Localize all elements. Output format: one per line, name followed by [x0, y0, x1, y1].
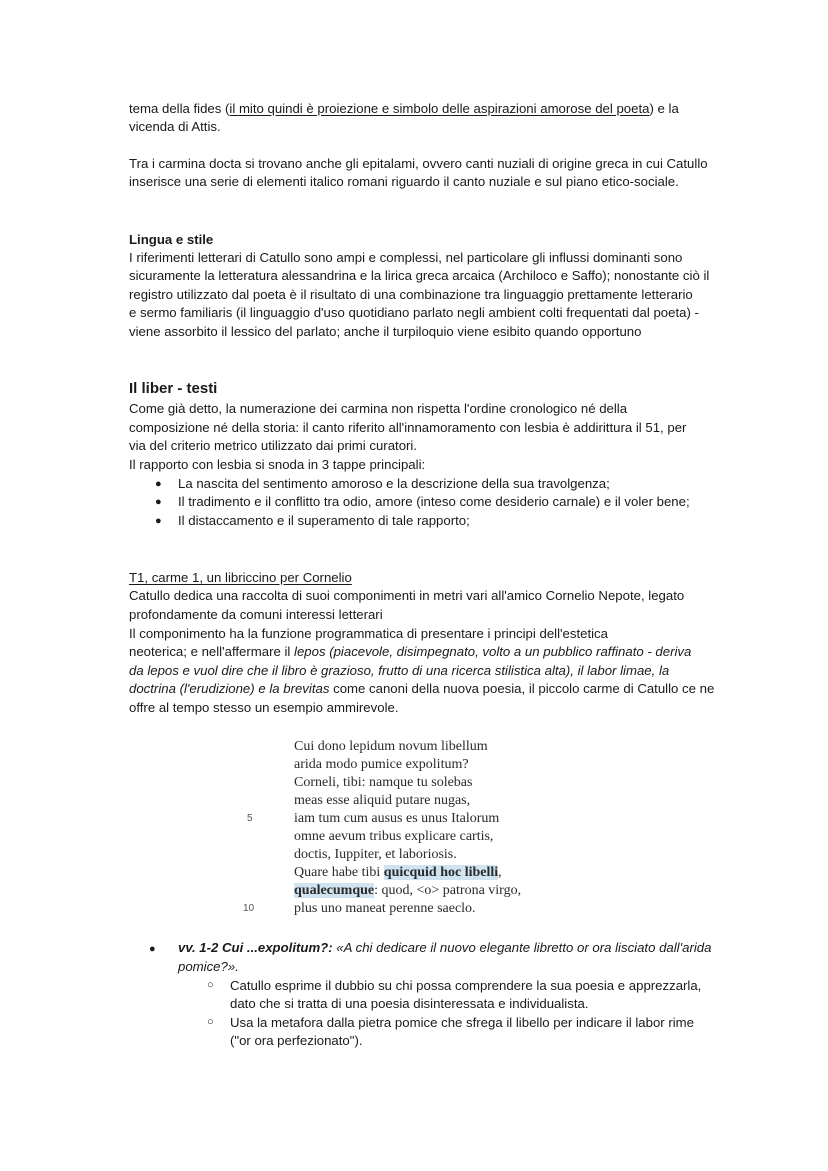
- section-heading: Lingua e stile: [129, 232, 214, 247]
- highlighted-text: quicquid hoc libelli: [383, 865, 499, 880]
- subsection-title: T1, carme 1, un libriccino per Cornelio: [129, 570, 352, 585]
- text-line: Usa la metafora dalla pietra pomice che sfrega il libello per indicare il labor rime: [230, 1015, 694, 1030]
- text-line: vicenda di Attis.: [129, 119, 221, 134]
- highlighted-text: qualecumque: [294, 883, 375, 898]
- text-line: dato che si tratta di una poesia disinteressata e individualista.: [230, 996, 589, 1011]
- text-line: e sermo familiaris (il linguaggio d'uso quotidiano parlato negli ambient colti frequentati dal poeta) -: [129, 305, 699, 320]
- italic-text: lepos (piacevole, disimpegnato, volto a un pubblico raffinato - deriva: [294, 644, 692, 659]
- text-line: pomice?».: [178, 959, 239, 974]
- italic-text: «A chi dedicare il nuovo elegante libretto or ora lisciato dall'arida: [336, 940, 712, 955]
- text-line: composizione né della storia: il canto riferito all'innamoramento con lesbia è addirittura il 51, per: [129, 420, 687, 435]
- poem-line: iam tum cum ausus es unus Italorum: [294, 811, 500, 826]
- bullet-icon: ●: [149, 943, 156, 955]
- text-line: da lepos e vuol dire che il libro è grazioso, frutto di una ricerca stilistica alta), il labor limae, la: [129, 663, 670, 678]
- bullet-icon: ●: [155, 515, 162, 527]
- section-heading: Il liber - testi: [129, 380, 218, 397]
- text-line: inserisce una serie di elementi italico romani riguardo il canto nuziale e sul piano etico-sociale.: [129, 174, 679, 189]
- text-line: via del criterio metrico utilizzato dai primi curatori.: [129, 438, 418, 453]
- bullet-icon: ●: [155, 478, 162, 490]
- text-span: tema della fides (: [129, 101, 230, 116]
- text-span: come canoni della nuova poesia, il piccolo carme di Catullo ce ne: [329, 681, 715, 696]
- poem-line: omne aevum tribus explicare cartis,: [294, 829, 494, 844]
- text-line: viene assorbito il lessico del parlato; anche il turpiloquio viene esibito quando opportuno: [129, 324, 642, 339]
- text-span: : quod, <o> patrona virgo,: [374, 883, 522, 898]
- text-line: offre al tempo stesso un esempio ammirevole.: [129, 700, 399, 715]
- text-line: [129, 680, 714, 698]
- verse-number: 10: [243, 903, 255, 914]
- text-line: ("or ora perfezionato").: [230, 1033, 363, 1048]
- text-span: Quare habe tibi: [294, 865, 384, 880]
- text-line: sicuramente la letteratura alessandrina e la lirica greca arcaica (Archiloco e Saffo); nonostante ciò il: [129, 268, 710, 283]
- list-item: Il tradimento e il conflitto tra odio, amore (inteso come desiderio carnale) e il voler bene;: [178, 494, 690, 509]
- underlined-text: il mito quindi è proiezione e simbolo delle aspirazioni amorose del poeta: [229, 101, 650, 116]
- text-line: profondamente da comuni interessi letterari: [129, 607, 383, 622]
- text-line: Catullo esprime il dubbio su chi possa comprendere la sua poesia e apprezzarla,: [230, 978, 702, 993]
- text-line: Il rapporto con lesbia si snoda in 3 tappe principali:: [129, 457, 426, 472]
- text-line: Il componimento ha la funzione programmatica di presentare i principi dell'estetica: [129, 626, 608, 641]
- text-line: [178, 939, 711, 957]
- poem-line: meas esse aliquid putare nugas,: [294, 793, 471, 808]
- poem-line: plus uno maneat perenne saeclo.: [294, 901, 476, 916]
- italic-text: doctrina (l'erudizione) e la brevitas: [129, 681, 330, 696]
- text-line: [129, 643, 691, 661]
- text-line: [129, 100, 679, 118]
- text-line: Come già detto, la numerazione dei carmina non rispetta l'ordine cronologico né della: [129, 401, 628, 416]
- circle-bullet-icon: ○: [207, 979, 214, 991]
- bullet-icon: ●: [155, 496, 162, 508]
- text-span: ,: [498, 865, 502, 880]
- poem-line: [294, 882, 521, 900]
- bold-text: vv. 1-2 Cui ...expolitum?:: [178, 940, 337, 955]
- list-item: Il distaccamento e il superamento di tale rapporto;: [178, 513, 470, 528]
- poem-line: Corneli, tibi: namque tu solebas: [294, 775, 473, 790]
- poem-line: doctis, Iuppiter, et laboriosis.: [294, 847, 457, 862]
- circle-bullet-icon: ○: [207, 1016, 214, 1028]
- text-line: Catullo dedica una raccolta di suoi componimenti in metri vari all'amico Cornelio Nepote, legato: [129, 588, 685, 603]
- text-span: ) e la: [649, 101, 679, 116]
- poem-line: [294, 864, 502, 882]
- text-line: Tra i carmina docta si trovano anche gli epitalami, ovvero canti nuziali di origine greca in cui Catullo: [129, 156, 708, 171]
- poem-line: Cui dono lepidum novum libellum: [294, 739, 488, 754]
- poem-line: arida modo pumice expolitum?: [294, 757, 469, 772]
- text-line: registro utilizzato dal poeta è il risultato di una combinazione tra linguaggio prettamente letterario: [129, 287, 693, 302]
- list-item: La nascita del sentimento amoroso e la descrizione della sua travolgenza;: [178, 476, 610, 491]
- text-line: I riferimenti letterari di Catullo sono ampi e complessi, nel particolare gli influssi dominanti sono: [129, 250, 683, 265]
- text-span: neoterica; e nell'affermare il: [129, 644, 295, 659]
- verse-number: 5: [247, 813, 253, 824]
